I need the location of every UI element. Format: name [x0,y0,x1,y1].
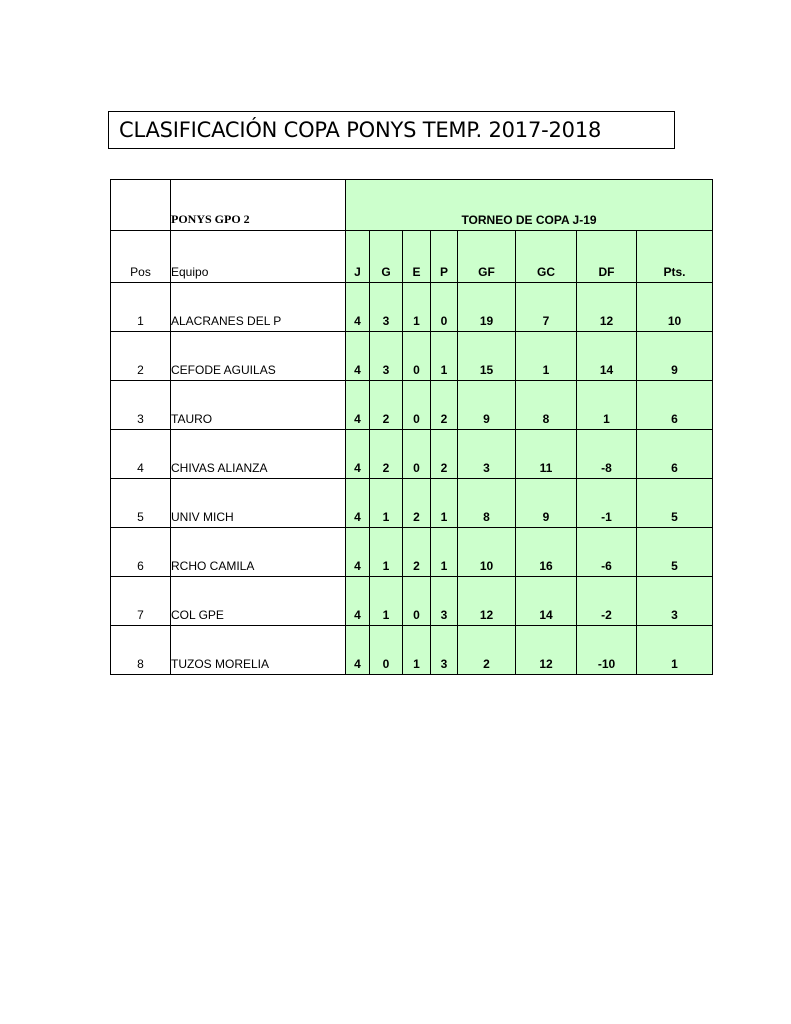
row-pts: 10 [637,283,713,332]
row-team: UNIV MICH [171,479,346,528]
row-gc: 11 [516,430,577,479]
row-pos: 2 [111,332,171,381]
row-team: COL GPE [171,577,346,626]
row-e: 2 [403,528,431,577]
row-p: 3 [431,577,458,626]
row-pos: 7 [111,577,171,626]
row-pos: 8 [111,626,171,675]
column-header-gc: GC [516,231,577,283]
row-pts: 6 [637,381,713,430]
column-header-row [111,231,713,283]
row-g: 1 [370,528,403,577]
row-p: 0 [431,283,458,332]
row-team: CHIVAS ALIANZA [171,430,346,479]
row-g: 3 [370,283,403,332]
row-e: 0 [403,332,431,381]
row-e: 0 [403,577,431,626]
row-pos: 5 [111,479,171,528]
row-df: -2 [577,577,637,626]
column-header-p: P [431,231,458,283]
column-header-j: J [346,231,370,283]
row-p: 3 [431,626,458,675]
table-row [111,577,713,626]
row-j: 4 [346,577,370,626]
row-g: 0 [370,626,403,675]
table-row [111,479,713,528]
row-gc: 12 [516,626,577,675]
row-p: 2 [431,381,458,430]
tournament-name: TORNEO DE COPA J-19 [346,180,713,231]
row-gf: 8 [458,479,516,528]
table-row [111,430,713,479]
row-gc: 1 [516,332,577,381]
row-j: 4 [346,479,370,528]
page-title: CLASIFICACIÓN COPA PONYS TEMP. 2017-2018 [108,111,675,149]
row-p: 2 [431,430,458,479]
table-row [111,283,713,332]
column-header-pos: Pos [111,231,171,283]
row-g: 2 [370,430,403,479]
row-df: -1 [577,479,637,528]
row-p: 1 [431,528,458,577]
row-gf: 3 [458,430,516,479]
row-j: 4 [346,283,370,332]
row-p: 1 [431,332,458,381]
row-gc: 16 [516,528,577,577]
row-gf: 19 [458,283,516,332]
row-e: 2 [403,479,431,528]
row-gf: 9 [458,381,516,430]
row-pts: 6 [637,430,713,479]
row-g: 2 [370,381,403,430]
column-header-e: E [403,231,431,283]
row-g: 1 [370,479,403,528]
row-df: -10 [577,626,637,675]
row-df: 14 [577,332,637,381]
table-row [111,528,713,577]
column-header-gf: GF [458,231,516,283]
row-pos: 3 [111,381,171,430]
row-gf: 2 [458,626,516,675]
row-pts: 3 [637,577,713,626]
column-header-df: DF [577,231,637,283]
row-df: 1 [577,381,637,430]
row-pos: 4 [111,430,171,479]
row-pos: 6 [111,528,171,577]
row-gc: 9 [516,479,577,528]
row-g: 1 [370,577,403,626]
row-gf: 15 [458,332,516,381]
row-j: 4 [346,332,370,381]
column-header-g: G [370,231,403,283]
row-pts: 1 [637,626,713,675]
row-gc: 8 [516,381,577,430]
row-gf: 12 [458,577,516,626]
row-pos: 1 [111,283,171,332]
row-gf: 10 [458,528,516,577]
row-team: TUZOS MORELIA [171,626,346,675]
row-team: ALACRANES DEL P [171,283,346,332]
row-j: 4 [346,430,370,479]
column-header-pts: Pts. [637,231,713,283]
row-j: 4 [346,528,370,577]
row-df: 12 [577,283,637,332]
row-pts: 5 [637,479,713,528]
row-df: -8 [577,430,637,479]
row-g: 3 [370,332,403,381]
group-name: PONYS GPO 2 [171,180,346,231]
row-e: 1 [403,626,431,675]
row-e: 0 [403,381,431,430]
row-team: RCHO CAMILA [171,528,346,577]
column-header-team: Equipo [171,231,346,283]
table-row [111,332,713,381]
row-team: CEFODE AGUILAS [171,332,346,381]
row-gc: 14 [516,577,577,626]
table-header-row [111,180,713,231]
standings-table [110,179,713,675]
row-df: -6 [577,528,637,577]
empty-header-cell [111,180,171,231]
row-e: 1 [403,283,431,332]
row-gc: 7 [516,283,577,332]
row-j: 4 [346,626,370,675]
table-row [111,626,713,675]
row-p: 1 [431,479,458,528]
row-pts: 5 [637,528,713,577]
row-j: 4 [346,381,370,430]
row-e: 0 [403,430,431,479]
row-pts: 9 [637,332,713,381]
table-row [111,381,713,430]
row-team: TAURO [171,381,346,430]
